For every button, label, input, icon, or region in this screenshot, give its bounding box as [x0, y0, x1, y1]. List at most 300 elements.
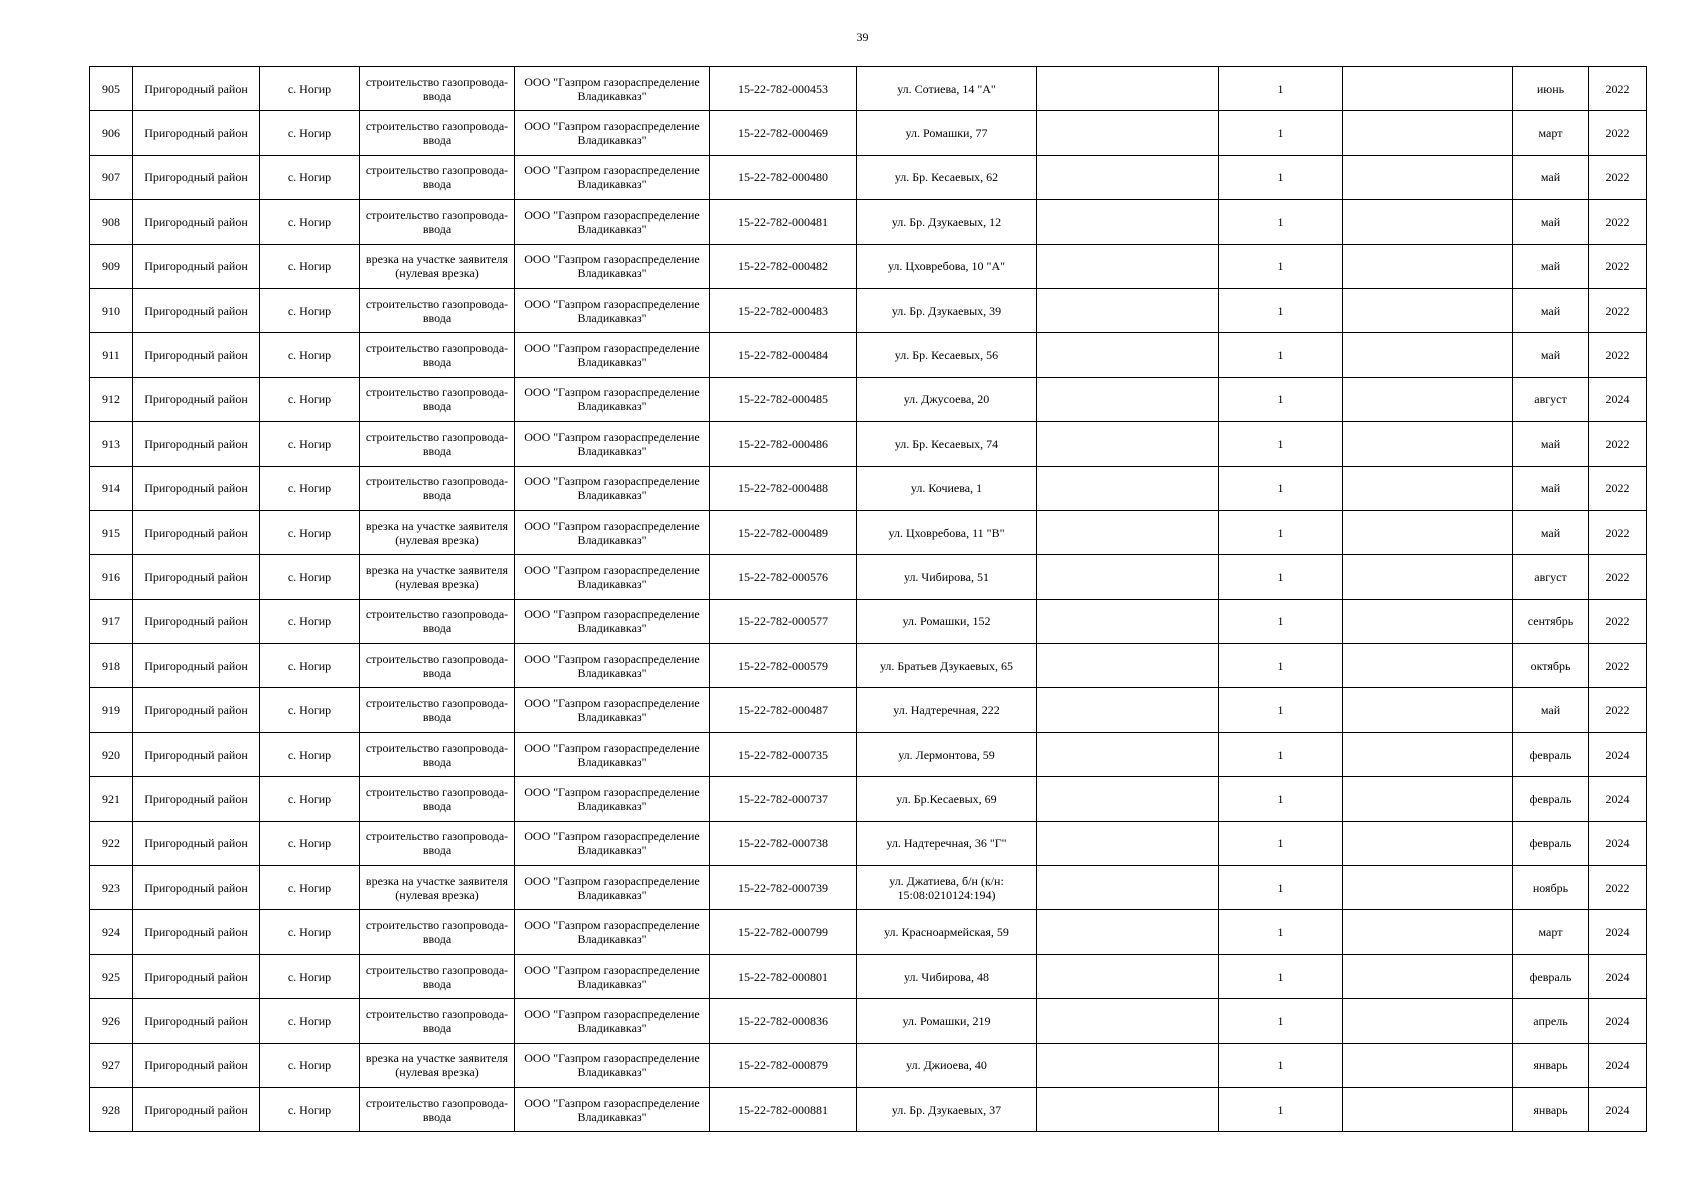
- district-cell: Пригородный район: [133, 111, 260, 155]
- table-row: [90, 732, 1647, 776]
- address-cell: ул. Бр. Кесаевых, 74: [857, 422, 1037, 466]
- year-cell: 2024: [1589, 999, 1647, 1043]
- work-type-cell: строительство газопровода-ввода: [360, 954, 515, 998]
- application-code-cell: 15-22-782-000737: [710, 777, 857, 821]
- work-type-cell: строительство газопровода-ввода: [360, 688, 515, 732]
- table-row: [90, 1043, 1647, 1087]
- village-cell: с. Ногир: [260, 866, 360, 910]
- address-cell: ул. Бр. Кесаевых, 62: [857, 155, 1037, 199]
- village-cell: с. Ногир: [260, 732, 360, 776]
- quantity-cell: 1: [1219, 422, 1343, 466]
- address-cell: ул. Ромашки, 77: [857, 111, 1037, 155]
- district-cell: Пригородный район: [133, 1043, 260, 1087]
- year-cell: 2022: [1589, 111, 1647, 155]
- table-row: [90, 866, 1647, 910]
- village-cell: с. Ногир: [260, 777, 360, 821]
- month-cell: январь: [1513, 1087, 1589, 1131]
- row-number: 927: [90, 1043, 133, 1087]
- row-number: 920: [90, 732, 133, 776]
- application-code-cell: 15-22-782-000481: [710, 200, 857, 244]
- village-cell: с. Ногир: [260, 67, 360, 111]
- empty-cell: [1343, 777, 1513, 821]
- organization-cell: ООО "Газпром газораспределение Владикавказ": [515, 910, 710, 954]
- quantity-cell: 1: [1219, 732, 1343, 776]
- organization-cell: ООО "Газпром газораспределение Владикавказ": [515, 777, 710, 821]
- application-code-cell: 15-22-782-000836: [710, 999, 857, 1043]
- empty-cell: [1037, 510, 1219, 554]
- application-code-cell: 15-22-782-000576: [710, 555, 857, 599]
- month-cell: май: [1513, 422, 1589, 466]
- organization-cell: ООО "Газпром газораспределение Владикавказ": [515, 155, 710, 199]
- table-row: [90, 67, 1647, 111]
- work-type-cell: строительство газопровода-ввода: [360, 466, 515, 510]
- district-cell: Пригородный район: [133, 333, 260, 377]
- table-row: [90, 244, 1647, 288]
- year-cell: 2022: [1589, 288, 1647, 332]
- year-cell: 2022: [1589, 688, 1647, 732]
- work-type-cell: строительство газопровода-ввода: [360, 111, 515, 155]
- address-cell: ул. Чибирова, 51: [857, 555, 1037, 599]
- row-number: 915: [90, 510, 133, 554]
- quantity-cell: 1: [1219, 688, 1343, 732]
- village-cell: с. Ногир: [260, 333, 360, 377]
- table-row: [90, 777, 1647, 821]
- organization-cell: ООО "Газпром газораспределение Владикавказ": [515, 1087, 710, 1131]
- organization-cell: ООО "Газпром газораспределение Владикавказ": [515, 111, 710, 155]
- year-cell: 2024: [1589, 377, 1647, 421]
- row-number: 914: [90, 466, 133, 510]
- address-cell: ул. Надтеречная, 36 "Г": [857, 821, 1037, 865]
- application-code-cell: 15-22-782-000879: [710, 1043, 857, 1087]
- year-cell: 2022: [1589, 155, 1647, 199]
- empty-cell: [1343, 688, 1513, 732]
- empty-cell: [1037, 954, 1219, 998]
- quantity-cell: 1: [1219, 866, 1343, 910]
- table-row: [90, 688, 1647, 732]
- empty-cell: [1037, 111, 1219, 155]
- row-number: 928: [90, 1087, 133, 1131]
- quantity-cell: 1: [1219, 200, 1343, 244]
- organization-cell: ООО "Газпром газораспределение Владикавказ": [515, 288, 710, 332]
- organization-cell: ООО "Газпром газораспределение Владикавказ": [515, 422, 710, 466]
- month-cell: февраль: [1513, 821, 1589, 865]
- empty-cell: [1037, 422, 1219, 466]
- table-row: [90, 111, 1647, 155]
- year-cell: 2024: [1589, 777, 1647, 821]
- month-cell: май: [1513, 466, 1589, 510]
- village-cell: с. Ногир: [260, 111, 360, 155]
- work-type-cell: строительство газопровода-ввода: [360, 1087, 515, 1131]
- year-cell: 2022: [1589, 510, 1647, 554]
- application-code-cell: 15-22-782-000483: [710, 288, 857, 332]
- district-cell: Пригородный район: [133, 732, 260, 776]
- quantity-cell: 1: [1219, 910, 1343, 954]
- organization-cell: ООО "Газпром газораспределение Владикавказ": [515, 821, 710, 865]
- district-cell: Пригородный район: [133, 466, 260, 510]
- quantity-cell: 1: [1219, 644, 1343, 688]
- address-cell: ул. Красноармейская, 59: [857, 910, 1037, 954]
- empty-cell: [1343, 1043, 1513, 1087]
- address-cell: ул. Бр. Кесаевых, 56: [857, 333, 1037, 377]
- application-code-cell: 15-22-782-000488: [710, 466, 857, 510]
- empty-cell: [1343, 866, 1513, 910]
- table-row: [90, 510, 1647, 554]
- district-cell: Пригородный район: [133, 999, 260, 1043]
- empty-cell: [1343, 954, 1513, 998]
- quantity-cell: 1: [1219, 67, 1343, 111]
- empty-cell: [1037, 244, 1219, 288]
- year-cell: 2022: [1589, 866, 1647, 910]
- table-row: [90, 333, 1647, 377]
- empty-cell: [1343, 555, 1513, 599]
- application-code-cell: 15-22-782-000801: [710, 954, 857, 998]
- village-cell: с. Ногир: [260, 288, 360, 332]
- row-number: 926: [90, 999, 133, 1043]
- empty-cell: [1343, 510, 1513, 554]
- empty-cell: [1037, 377, 1219, 421]
- village-cell: с. Ногир: [260, 1087, 360, 1131]
- empty-cell: [1343, 288, 1513, 332]
- village-cell: с. Ногир: [260, 599, 360, 643]
- organization-cell: ООО "Газпром газораспределение Владикавказ": [515, 244, 710, 288]
- month-cell: январь: [1513, 1043, 1589, 1087]
- month-cell: август: [1513, 555, 1589, 599]
- application-code-cell: 15-22-782-000579: [710, 644, 857, 688]
- district-cell: Пригородный район: [133, 244, 260, 288]
- empty-cell: [1037, 67, 1219, 111]
- year-cell: 2022: [1589, 200, 1647, 244]
- district-cell: Пригородный район: [133, 1087, 260, 1131]
- empty-cell: [1343, 111, 1513, 155]
- work-type-cell: строительство газопровода-ввода: [360, 377, 515, 421]
- application-code-cell: 15-22-782-000469: [710, 111, 857, 155]
- organization-cell: ООО "Газпром газораспределение Владикавказ": [515, 688, 710, 732]
- table-row: [90, 954, 1647, 998]
- work-type-cell: строительство газопровода-ввода: [360, 155, 515, 199]
- empty-cell: [1037, 688, 1219, 732]
- row-number: 917: [90, 599, 133, 643]
- organization-cell: ООО "Газпром газораспределение Владикавказ": [515, 510, 710, 554]
- village-cell: с. Ногир: [260, 999, 360, 1043]
- month-cell: май: [1513, 244, 1589, 288]
- organization-cell: ООО "Газпром газораспределение Владикавказ": [515, 999, 710, 1043]
- empty-cell: [1037, 599, 1219, 643]
- empty-cell: [1343, 67, 1513, 111]
- empty-cell: [1037, 1043, 1219, 1087]
- empty-cell: [1037, 200, 1219, 244]
- row-number: 906: [90, 111, 133, 155]
- quantity-cell: 1: [1219, 1087, 1343, 1131]
- table-body: [90, 67, 1647, 1132]
- quantity-cell: 1: [1219, 244, 1343, 288]
- organization-cell: ООО "Газпром газораспределение Владикавказ": [515, 377, 710, 421]
- empty-cell: [1343, 910, 1513, 954]
- district-cell: Пригородный район: [133, 599, 260, 643]
- district-cell: Пригородный район: [133, 910, 260, 954]
- address-cell: ул. Ромашки, 152: [857, 599, 1037, 643]
- table-row: [90, 1087, 1647, 1131]
- table-row: [90, 155, 1647, 199]
- month-cell: март: [1513, 111, 1589, 155]
- village-cell: с. Ногир: [260, 1043, 360, 1087]
- row-number: 912: [90, 377, 133, 421]
- year-cell: 2022: [1589, 555, 1647, 599]
- organization-cell: ООО "Газпром газораспределение Владикавказ": [515, 866, 710, 910]
- application-code-cell: 15-22-782-000485: [710, 377, 857, 421]
- address-cell: ул. Бр. Дзукаевых, 37: [857, 1087, 1037, 1131]
- quantity-cell: 1: [1219, 999, 1343, 1043]
- empty-cell: [1343, 422, 1513, 466]
- empty-cell: [1037, 732, 1219, 776]
- month-cell: август: [1513, 377, 1589, 421]
- quantity-cell: 1: [1219, 777, 1343, 821]
- organization-cell: ООО "Газпром газораспределение Владикавказ": [515, 599, 710, 643]
- district-cell: Пригородный район: [133, 288, 260, 332]
- district-cell: Пригородный район: [133, 688, 260, 732]
- table-row: [90, 821, 1647, 865]
- table-row: [90, 599, 1647, 643]
- empty-cell: [1037, 644, 1219, 688]
- quantity-cell: 1: [1219, 333, 1343, 377]
- district-cell: Пригородный район: [133, 644, 260, 688]
- address-cell: ул. Джатиева, б/н (к/н: 15:08:0210124:194): [857, 866, 1037, 910]
- year-cell: 2024: [1589, 954, 1647, 998]
- gasification-table: [89, 66, 1647, 1132]
- quantity-cell: 1: [1219, 599, 1343, 643]
- address-cell: ул. Ромашки, 219: [857, 999, 1037, 1043]
- work-type-cell: строительство газопровода-ввода: [360, 821, 515, 865]
- month-cell: апрель: [1513, 999, 1589, 1043]
- empty-cell: [1343, 732, 1513, 776]
- address-cell: ул. Лермонтова, 59: [857, 732, 1037, 776]
- organization-cell: ООО "Газпром газораспределение Владикавказ": [515, 333, 710, 377]
- month-cell: июнь: [1513, 67, 1589, 111]
- quantity-cell: 1: [1219, 155, 1343, 199]
- village-cell: с. Ногир: [260, 200, 360, 244]
- empty-cell: [1343, 200, 1513, 244]
- application-code-cell: 15-22-782-000489: [710, 510, 857, 554]
- address-cell: ул. Бр. Дзукаевых, 12: [857, 200, 1037, 244]
- year-cell: 2022: [1589, 466, 1647, 510]
- row-number: 911: [90, 333, 133, 377]
- work-type-cell: строительство газопровода-ввода: [360, 288, 515, 332]
- application-code-cell: 15-22-782-000735: [710, 732, 857, 776]
- empty-cell: [1343, 644, 1513, 688]
- table-row: [90, 999, 1647, 1043]
- empty-cell: [1037, 777, 1219, 821]
- month-cell: май: [1513, 333, 1589, 377]
- year-cell: 2024: [1589, 1043, 1647, 1087]
- village-cell: с. Ногир: [260, 244, 360, 288]
- organization-cell: ООО "Газпром газораспределение Владикавказ": [515, 954, 710, 998]
- quantity-cell: 1: [1219, 821, 1343, 865]
- work-type-cell: врезка на участке заявителя (нулевая врезка): [360, 1043, 515, 1087]
- quantity-cell: 1: [1219, 1043, 1343, 1087]
- table-row: [90, 910, 1647, 954]
- empty-cell: [1037, 1087, 1219, 1131]
- empty-cell: [1037, 910, 1219, 954]
- address-cell: ул. Бр. Дзукаевых, 39: [857, 288, 1037, 332]
- year-cell: 2022: [1589, 422, 1647, 466]
- empty-cell: [1343, 333, 1513, 377]
- work-type-cell: строительство газопровода-ввода: [360, 200, 515, 244]
- year-cell: 2024: [1589, 821, 1647, 865]
- year-cell: 2024: [1589, 910, 1647, 954]
- work-type-cell: строительство газопровода-ввода: [360, 999, 515, 1043]
- work-type-cell: строительство газопровода-ввода: [360, 422, 515, 466]
- work-type-cell: строительство газопровода-ввода: [360, 599, 515, 643]
- work-type-cell: врезка на участке заявителя (нулевая врезка): [360, 866, 515, 910]
- month-cell: май: [1513, 510, 1589, 554]
- table-row: [90, 200, 1647, 244]
- work-type-cell: строительство газопровода-ввода: [360, 333, 515, 377]
- month-cell: май: [1513, 200, 1589, 244]
- empty-cell: [1343, 155, 1513, 199]
- district-cell: Пригородный район: [133, 555, 260, 599]
- month-cell: май: [1513, 288, 1589, 332]
- quantity-cell: 1: [1219, 377, 1343, 421]
- empty-cell: [1037, 288, 1219, 332]
- month-cell: май: [1513, 155, 1589, 199]
- page-number: 39: [856, 30, 869, 44]
- work-type-cell: строительство газопровода-ввода: [360, 732, 515, 776]
- year-cell: 2024: [1589, 1087, 1647, 1131]
- empty-cell: [1343, 999, 1513, 1043]
- village-cell: с. Ногир: [260, 555, 360, 599]
- application-code-cell: 15-22-782-000482: [710, 244, 857, 288]
- empty-cell: [1037, 466, 1219, 510]
- village-cell: с. Ногир: [260, 510, 360, 554]
- empty-cell: [1037, 155, 1219, 199]
- application-code-cell: 15-22-782-000799: [710, 910, 857, 954]
- work-type-cell: строительство газопровода-ввода: [360, 777, 515, 821]
- month-cell: май: [1513, 688, 1589, 732]
- row-number: 922: [90, 821, 133, 865]
- district-cell: Пригородный район: [133, 200, 260, 244]
- work-type-cell: врезка на участке заявителя (нулевая врезка): [360, 555, 515, 599]
- row-number: 910: [90, 288, 133, 332]
- application-code-cell: 15-22-782-000484: [710, 333, 857, 377]
- empty-cell: [1343, 599, 1513, 643]
- address-cell: ул. Цховребова, 10 "А": [857, 244, 1037, 288]
- organization-cell: ООО "Газпром газораспределение Владикавказ": [515, 466, 710, 510]
- organization-cell: ООО "Газпром газораспределение Владикавказ": [515, 555, 710, 599]
- empty-cell: [1037, 555, 1219, 599]
- village-cell: с. Ногир: [260, 155, 360, 199]
- row-number: 924: [90, 910, 133, 954]
- table-row: [90, 644, 1647, 688]
- work-type-cell: строительство газопровода-ввода: [360, 67, 515, 111]
- village-cell: с. Ногир: [260, 422, 360, 466]
- district-cell: Пригородный район: [133, 821, 260, 865]
- address-cell: ул. Надтеречная, 222: [857, 688, 1037, 732]
- year-cell: 2022: [1589, 599, 1647, 643]
- village-cell: с. Ногир: [260, 644, 360, 688]
- address-cell: ул. Сотиева, 14 "А": [857, 67, 1037, 111]
- table-row: [90, 422, 1647, 466]
- application-code-cell: 15-22-782-000487: [710, 688, 857, 732]
- address-cell: ул. Кочиева, 1: [857, 466, 1037, 510]
- organization-cell: ООО "Газпром газораспределение Владикавказ": [515, 644, 710, 688]
- month-cell: февраль: [1513, 732, 1589, 776]
- village-cell: с. Ногир: [260, 821, 360, 865]
- row-number: 916: [90, 555, 133, 599]
- year-cell: 2022: [1589, 644, 1647, 688]
- quantity-cell: 1: [1219, 111, 1343, 155]
- empty-cell: [1343, 377, 1513, 421]
- row-number: 918: [90, 644, 133, 688]
- village-cell: с. Ногир: [260, 954, 360, 998]
- district-cell: Пригородный район: [133, 954, 260, 998]
- address-cell: ул. Цховребова, 11 "В": [857, 510, 1037, 554]
- district-cell: Пригородный район: [133, 866, 260, 910]
- table-row: [90, 377, 1647, 421]
- work-type-cell: врезка на участке заявителя (нулевая врезка): [360, 244, 515, 288]
- year-cell: 2022: [1589, 67, 1647, 111]
- district-cell: Пригородный район: [133, 510, 260, 554]
- village-cell: с. Ногир: [260, 466, 360, 510]
- address-cell: ул. Чибирова, 48: [857, 954, 1037, 998]
- district-cell: Пригородный район: [133, 377, 260, 421]
- application-code-cell: 15-22-782-000486: [710, 422, 857, 466]
- empty-cell: [1343, 821, 1513, 865]
- row-number: 905: [90, 67, 133, 111]
- application-code-cell: 15-22-782-000739: [710, 866, 857, 910]
- district-cell: Пригородный район: [133, 777, 260, 821]
- work-type-cell: врезка на участке заявителя (нулевая врезка): [360, 510, 515, 554]
- address-cell: ул. Бр.Кесаевых, 69: [857, 777, 1037, 821]
- year-cell: 2022: [1589, 244, 1647, 288]
- row-number: 923: [90, 866, 133, 910]
- empty-cell: [1037, 821, 1219, 865]
- row-number: 907: [90, 155, 133, 199]
- month-cell: февраль: [1513, 777, 1589, 821]
- application-code-cell: 15-22-782-000881: [710, 1087, 857, 1131]
- table-row: [90, 288, 1647, 332]
- table-row: [90, 555, 1647, 599]
- quantity-cell: 1: [1219, 510, 1343, 554]
- address-cell: ул. Джиоева, 40: [857, 1043, 1037, 1087]
- village-cell: с. Ногир: [260, 688, 360, 732]
- empty-cell: [1343, 244, 1513, 288]
- application-code-cell: 15-22-782-000453: [710, 67, 857, 111]
- application-code-cell: 15-22-782-000577: [710, 599, 857, 643]
- district-cell: Пригородный район: [133, 422, 260, 466]
- work-type-cell: строительство газопровода-ввода: [360, 644, 515, 688]
- row-number: 908: [90, 200, 133, 244]
- organization-cell: ООО "Газпром газораспределение Владикавказ": [515, 200, 710, 244]
- row-number: 909: [90, 244, 133, 288]
- quantity-cell: 1: [1219, 954, 1343, 998]
- month-cell: февраль: [1513, 954, 1589, 998]
- district-cell: Пригородный район: [133, 67, 260, 111]
- district-cell: Пригородный район: [133, 155, 260, 199]
- application-code-cell: 15-22-782-000738: [710, 821, 857, 865]
- row-number: 919: [90, 688, 133, 732]
- empty-cell: [1037, 999, 1219, 1043]
- work-type-cell: строительство газопровода-ввода: [360, 910, 515, 954]
- empty-cell: [1037, 333, 1219, 377]
- month-cell: сентябрь: [1513, 599, 1589, 643]
- year-cell: 2024: [1589, 732, 1647, 776]
- month-cell: март: [1513, 910, 1589, 954]
- organization-cell: ООО "Газпром газораспределение Владикавказ": [515, 732, 710, 776]
- application-code-cell: 15-22-782-000480: [710, 155, 857, 199]
- row-number: 921: [90, 777, 133, 821]
- month-cell: октябрь: [1513, 644, 1589, 688]
- address-cell: ул. Братьев Дзукаевых, 65: [857, 644, 1037, 688]
- village-cell: с. Ногир: [260, 377, 360, 421]
